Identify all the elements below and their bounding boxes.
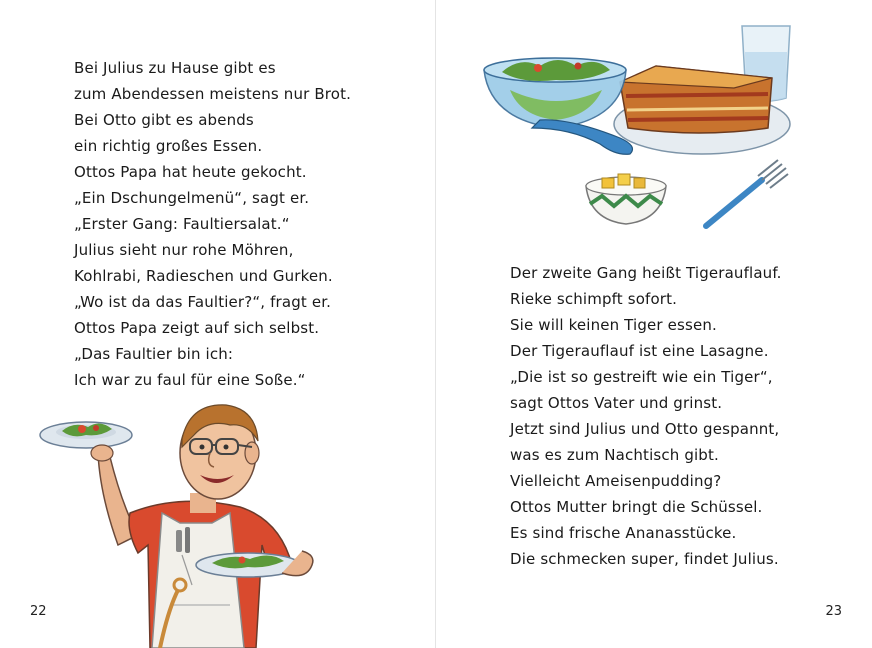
text-line: Kohlrabi, Radieschen und Gurken. — [74, 267, 333, 285]
text-line: „Ein Dschungelmenü“, sagt er. — [74, 189, 310, 207]
text-line: „Die ist so gestreift wie ein Tiger“, — [510, 368, 773, 386]
text-line: Der zweite Gang heißt Tigerauflauf. — [510, 264, 782, 282]
text-line: Ottos Mutter bringt die Schüssel. — [510, 498, 763, 516]
text-line: Bei Julius zu Hause gibt es — [74, 59, 276, 77]
right-page — [436, 0, 872, 648]
left-page-text — [74, 55, 351, 393]
text-line: Die schmecken super, findet Julius. — [510, 550, 779, 568]
page-number: 23 — [825, 604, 842, 619]
chef-illustration — [30, 395, 330, 648]
text-line: Sie will keinen Tiger essen. — [510, 316, 717, 334]
text-line: Der Tigerauflauf ist eine Lasagne. — [510, 342, 769, 360]
text-line: Bei Otto gibt es abends — [74, 111, 254, 129]
text-line: Ich war zu faul für eine Soße.“ — [74, 371, 306, 389]
text-line: „Wo ist da das Faultier?“, fragt er. — [74, 293, 332, 311]
text-line: sagt Ottos Vater und grinst. — [510, 394, 723, 412]
text-line: „Erster Gang: Faultiersalat.“ — [74, 215, 290, 233]
text-line: Ottos Papa hat heute gekocht. — [74, 163, 307, 181]
text-line: Vielleicht Ameisenpudding? — [510, 472, 722, 490]
text-line: Ottos Papa zeigt auf sich selbst. — [74, 319, 320, 337]
right-page-text — [510, 260, 782, 572]
text-line: „Das Faultier bin ich: — [74, 345, 234, 363]
text-line: Julius sieht nur rohe Möhren, — [74, 241, 294, 259]
text-line: Jetzt sind Julius und Otto gespannt, — [510, 420, 780, 438]
text-line: ein richtig großes Essen. — [74, 137, 263, 155]
text-line: Es sind frische Ananasstücke. — [510, 524, 737, 542]
text-line: Rieke schimpft sofort. — [510, 290, 678, 308]
page-number: 22 — [30, 604, 47, 619]
text-line: zum Abendessen meistens nur Brot. — [74, 85, 352, 103]
text-line: was es zum Nachtisch gibt. — [510, 446, 719, 464]
food-illustration — [480, 20, 810, 242]
